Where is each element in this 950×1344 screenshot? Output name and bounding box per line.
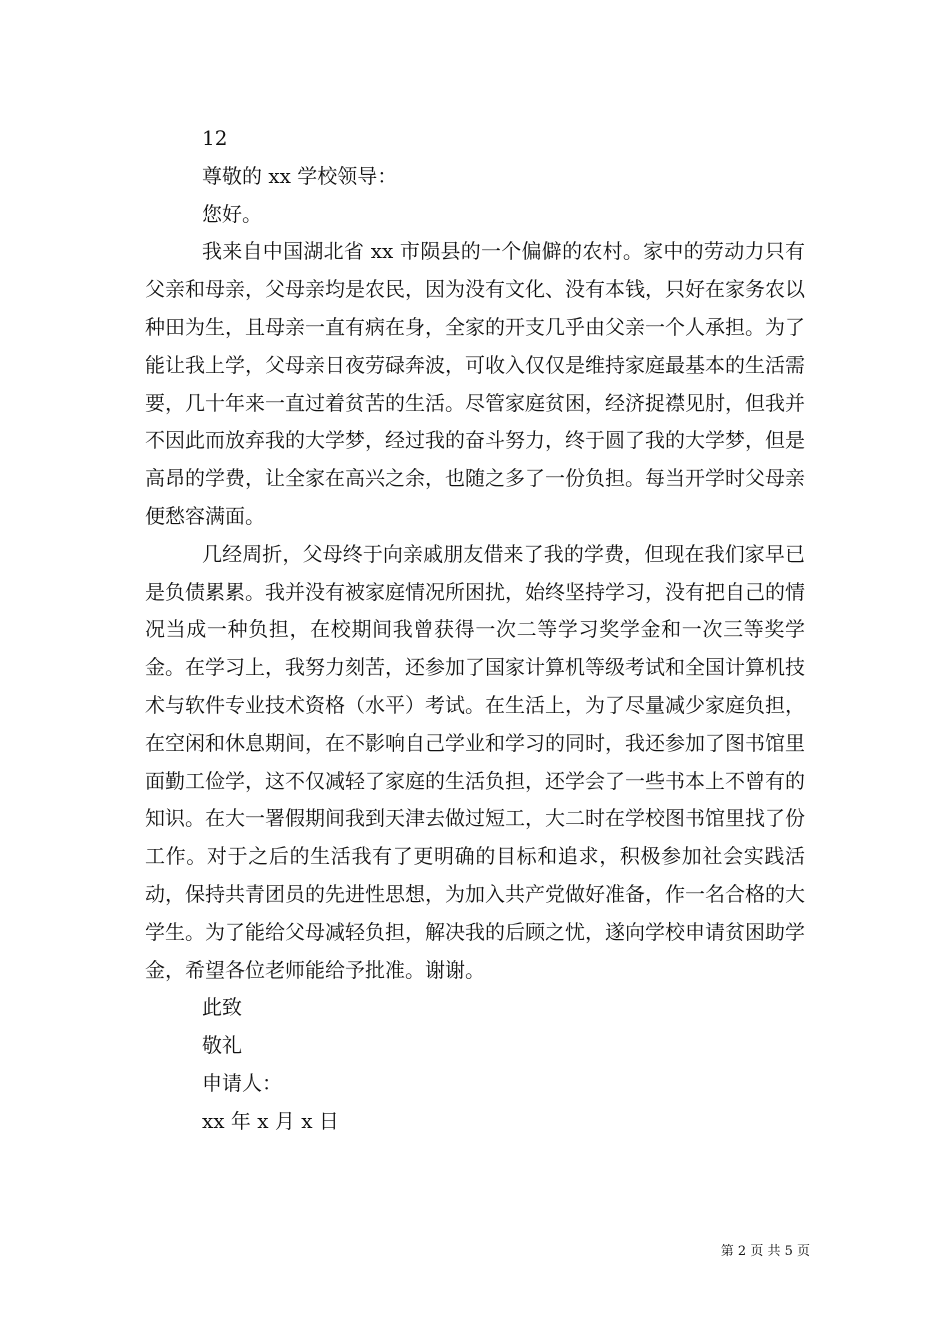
paragraph-background: 我来自中国湖北省 xx 市陨县的一个偏僻的农村。家中的劳动力只有父亲和母亲，父母亲均是农民，因为没有文化、没有本钱，只好在家务农以种田为生，且母亲一直有病在身，全家的开支几乎由父亲一个人承担。为了能让我上学，父母亲日夜劳碌奔波，可收入仅仅是维持家庭最基本的生活需要，几十年来一直过着贫苦的生活。尽管家庭贫困，经济捉襟见肘，但我并不因此而放弃我的大学梦，经过我的奋斗努力，终于圆了我的大学梦，但是高昂的学费，让全家在高兴之余，也随之多了一份负担。每当开学时父母亲便愁容满面。 xyxy=(145,239,805,528)
salutation: 尊敬的 xx 学校领导： xyxy=(202,163,398,188)
date-line: xx 年 x 月 x 日 xyxy=(202,1108,339,1133)
paragraph-achievements: 几经周折，父母终于向亲戚朋友借来了我的学费，但现在我们家早已是负债累累。我并没有被家庭情况所困扰，始终坚持学习，没有把自己的情况当成一种负担，在校期间我曾获得一次二等学习奖学金和一次三等奖学金。在学习上，我努力刻苦，还参加了国家计算机等级考试和全国计算机技术与软件专业技术资格（水平）考试。在生活上，为了尽量减少家庭负担，在空闲和休息期间，在不影响自己学业和学习的同时，我还参加了图书馆里面勤工俭学，这不仅减轻了家庭的生活负担，还学会了一些书本上不曾有的知识。在大一署假期间我到天津去做过短工，大二时在学校图书馆里找了份工作。对于之后的生活我有了更明确的目标和追求，积极参加社会实践活动，保持共青团员的先进性思想，为加入共产党做好准备，作一名合格的大学生。为了能给父母减轻负担，解决我的后顾之忧，遂向学校申请贫困助学金，希望各位老师能给予批准。谢谢。 xyxy=(145,541,805,982)
applicant-label: 申请人： xyxy=(202,1070,282,1095)
closing-line-1: 此致 xyxy=(202,995,242,1020)
page-footer: 第 2 页 共 5 页 xyxy=(720,1244,810,1259)
page-number-top: 12 xyxy=(202,126,228,150)
greeting: 您好。 xyxy=(202,201,262,226)
closing-line-2: 敬礼 xyxy=(202,1033,242,1058)
letter-body xyxy=(145,120,805,1141)
